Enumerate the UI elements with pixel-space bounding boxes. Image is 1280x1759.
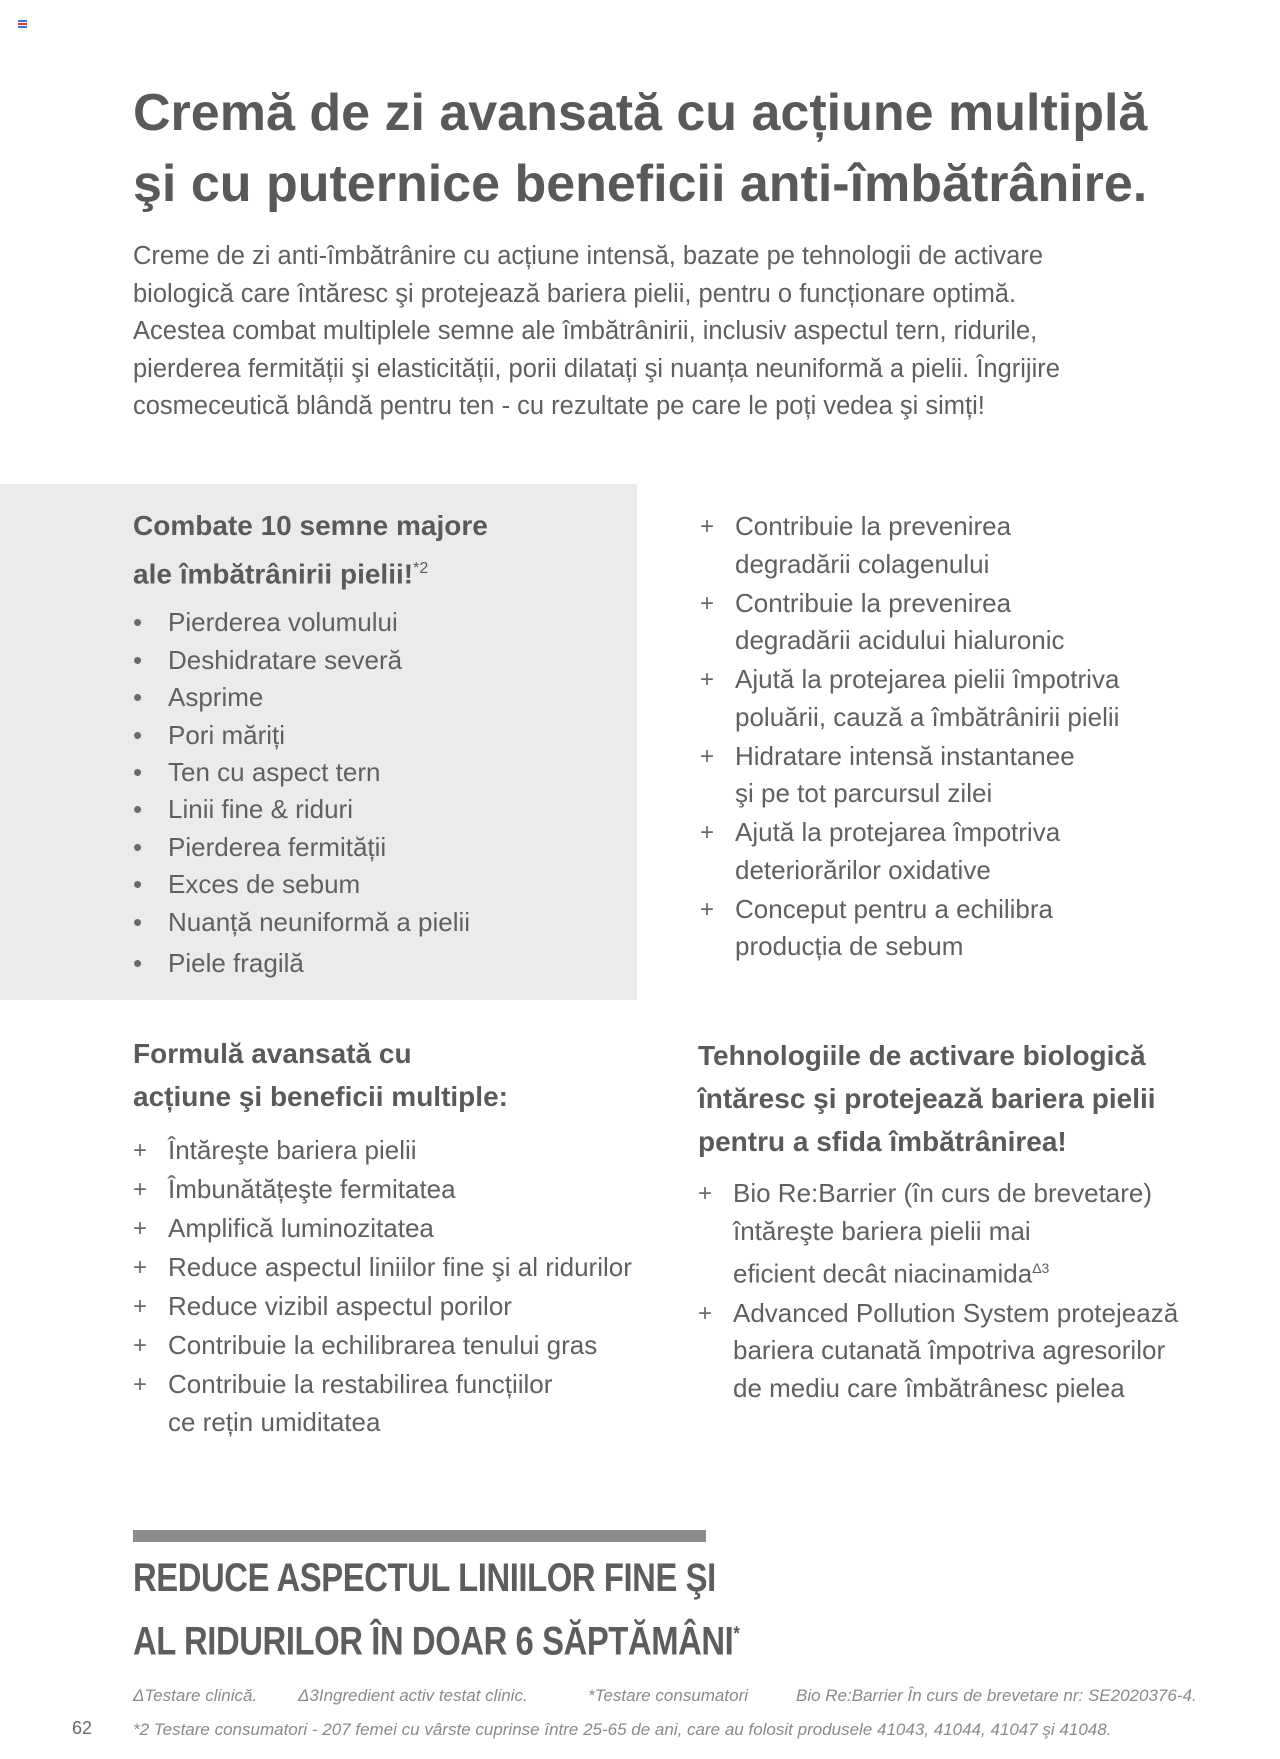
technology-heading: Tehnologiile de activare biologică întăresc şi protejează bariera pielii pentru a sfida îmbătrânirea! xyxy=(698,1040,1156,1157)
list-item: + Reduce vizibil aspectul porilor xyxy=(133,1288,693,1326)
list-item: • Ten cu aspect tern xyxy=(133,754,633,791)
footnote: *2 Testare consumatori - 207 femei cu vârste cuprinse între 25-65 de ani, care au folosit produsele 41043, 41044, 41047 şi 41048. xyxy=(133,1720,1112,1739)
signs-list xyxy=(133,604,633,982)
plus-icon: + xyxy=(698,1299,713,1327)
list-item: + Contribuie la echilibrarea tenului gras xyxy=(133,1327,693,1365)
plus-icon: + xyxy=(133,1332,148,1359)
list-item: • Nuanță neuniformă a pielii xyxy=(133,904,633,941)
list-item: • Asprime xyxy=(133,679,633,716)
intro-line: Acestea combat multiplele semne ale îmbătrânirii, inclusiv aspectul tern, ridurile, xyxy=(133,317,1038,345)
list-item: + Conceput pentru a echilibra producția de sebum xyxy=(700,891,1220,966)
list-item: • Pierderea volumului xyxy=(133,604,633,641)
plus-icon: + xyxy=(700,589,715,617)
plus-icon: + xyxy=(133,1137,148,1164)
formula-heading: Formulă avansată cu acțiune şi beneficii multiple: xyxy=(133,1038,508,1112)
list-item: + Contribuie la prevenirea degradării acidului hialuronic xyxy=(700,585,1220,660)
intro-paragraph xyxy=(133,238,1153,426)
plus-icon: + xyxy=(133,1293,148,1320)
benefits-list xyxy=(700,508,1220,966)
page-number: 62 xyxy=(72,1718,93,1738)
formula-list xyxy=(133,1132,693,1441)
title-line-1: Cremă de zi avansată cu acțiune multiplă xyxy=(133,84,1148,142)
plus-icon: + xyxy=(700,742,715,770)
intro-line: Creme de zi anti-îmbătrânire cu acțiune intensă, bazate pe tehnologii de activare xyxy=(133,242,1044,270)
page-title xyxy=(133,78,1213,220)
list-item: + Reduce aspectul liniilor fine şi al ridurilor xyxy=(133,1249,693,1287)
footnote-line-2 xyxy=(133,1720,1253,1754)
banner-claim: REDUCE ASPECTUL LINIILOR FINE ŞI AL RIDURILOR ÎN DOAR 6 SĂPTĂMÂNI* xyxy=(133,1556,740,1664)
signs-section xyxy=(133,504,633,982)
title-line-2: şi cu puternice beneficii anti-îmbătrânire. xyxy=(133,155,1148,213)
list-item: + Întăreşte bariera pielii xyxy=(133,1132,693,1170)
plus-icon: + xyxy=(133,1176,148,1203)
intro-line: pierderea fermității şi elasticității, porii dilatați şi nuanța neuniformă a pielii. Îngrijire xyxy=(133,354,1060,383)
intro-line: cosmeceutică blândă pentru ten - cu rezultate pe care le poți vedea şi simți! xyxy=(133,392,985,420)
plus-icon: + xyxy=(133,1371,148,1398)
menu-icon[interactable] xyxy=(18,20,27,29)
footnote: *Testare consumatori xyxy=(588,1686,749,1705)
list-item: • Pori măriți xyxy=(133,717,633,754)
list-item: • Pierderea fermității xyxy=(133,829,633,866)
plus-icon: + xyxy=(700,895,715,923)
list-item: + Ajută la protejarea pielii împotriva poluării, cauză a îmbătrânirii pielii xyxy=(700,661,1220,736)
footnote-line-1 xyxy=(133,1686,1253,1720)
plus-icon: + xyxy=(700,666,715,693)
signs-heading: Combate 10 semne majore ale îmbătrânirii pielii!$^{*2}$ xyxy=(133,510,488,590)
list-item: + Ajută la protejarea împotriva deteriorărilor oxidative xyxy=(700,814,1220,889)
plus-icon: + xyxy=(698,1180,713,1207)
plus-icon: + xyxy=(133,1254,148,1281)
technology-list xyxy=(698,1175,1238,1407)
list-item: + Amplifică luminozitatea xyxy=(133,1210,693,1248)
benefits-section xyxy=(700,508,1220,967)
footnotes xyxy=(133,1686,1253,1754)
list-item: • Deshidratare severă xyxy=(133,642,633,679)
list-item: • Exces de sebum xyxy=(133,866,633,903)
formula-section xyxy=(133,1032,693,1443)
intro-line: biologică care întăresc şi protejează bariera pielii, pentru o funcționare optimă. xyxy=(133,279,1017,308)
plus-icon: + xyxy=(700,819,715,846)
footnote: Bio Re:Barrier În curs de brevetare nr: SE2020376-4. xyxy=(796,1686,1197,1705)
list-item: + Contribuie la restabilirea funcțiilor ce rețin umiditatea xyxy=(133,1366,693,1441)
list-item: • Linii fine & riduri xyxy=(133,791,633,828)
list-item: + Contribuie la prevenirea degradării colagenului xyxy=(700,508,1220,583)
plus-icon: + xyxy=(700,513,715,540)
footnote: ΔTestare clinică. xyxy=(133,1686,258,1705)
list-item: • Piele fragilă xyxy=(133,945,633,982)
technology-section xyxy=(698,1034,1238,1409)
list-item: + Îmbunătățeşte fermitatea xyxy=(133,1171,693,1209)
list-item: + Hidratare intensă instantanee şi pe tot parcursul zilei xyxy=(700,738,1220,813)
footnote: Δ3Ingredient activ testat clinic. xyxy=(298,1686,528,1705)
list-item: + Advanced Pollution System protejează bariera cutanată împotriva agresorilor de mediu care îmbătrânesc pielea xyxy=(698,1295,1238,1408)
banner-rule xyxy=(133,1530,706,1542)
plus-icon: + xyxy=(133,1215,148,1242)
list-item: + Bio Re:Barrier (în curs de brevetare) întăreşte bariera pielii mai eficient decât niacinamida$^{\Delta 3}$ xyxy=(698,1175,1238,1293)
